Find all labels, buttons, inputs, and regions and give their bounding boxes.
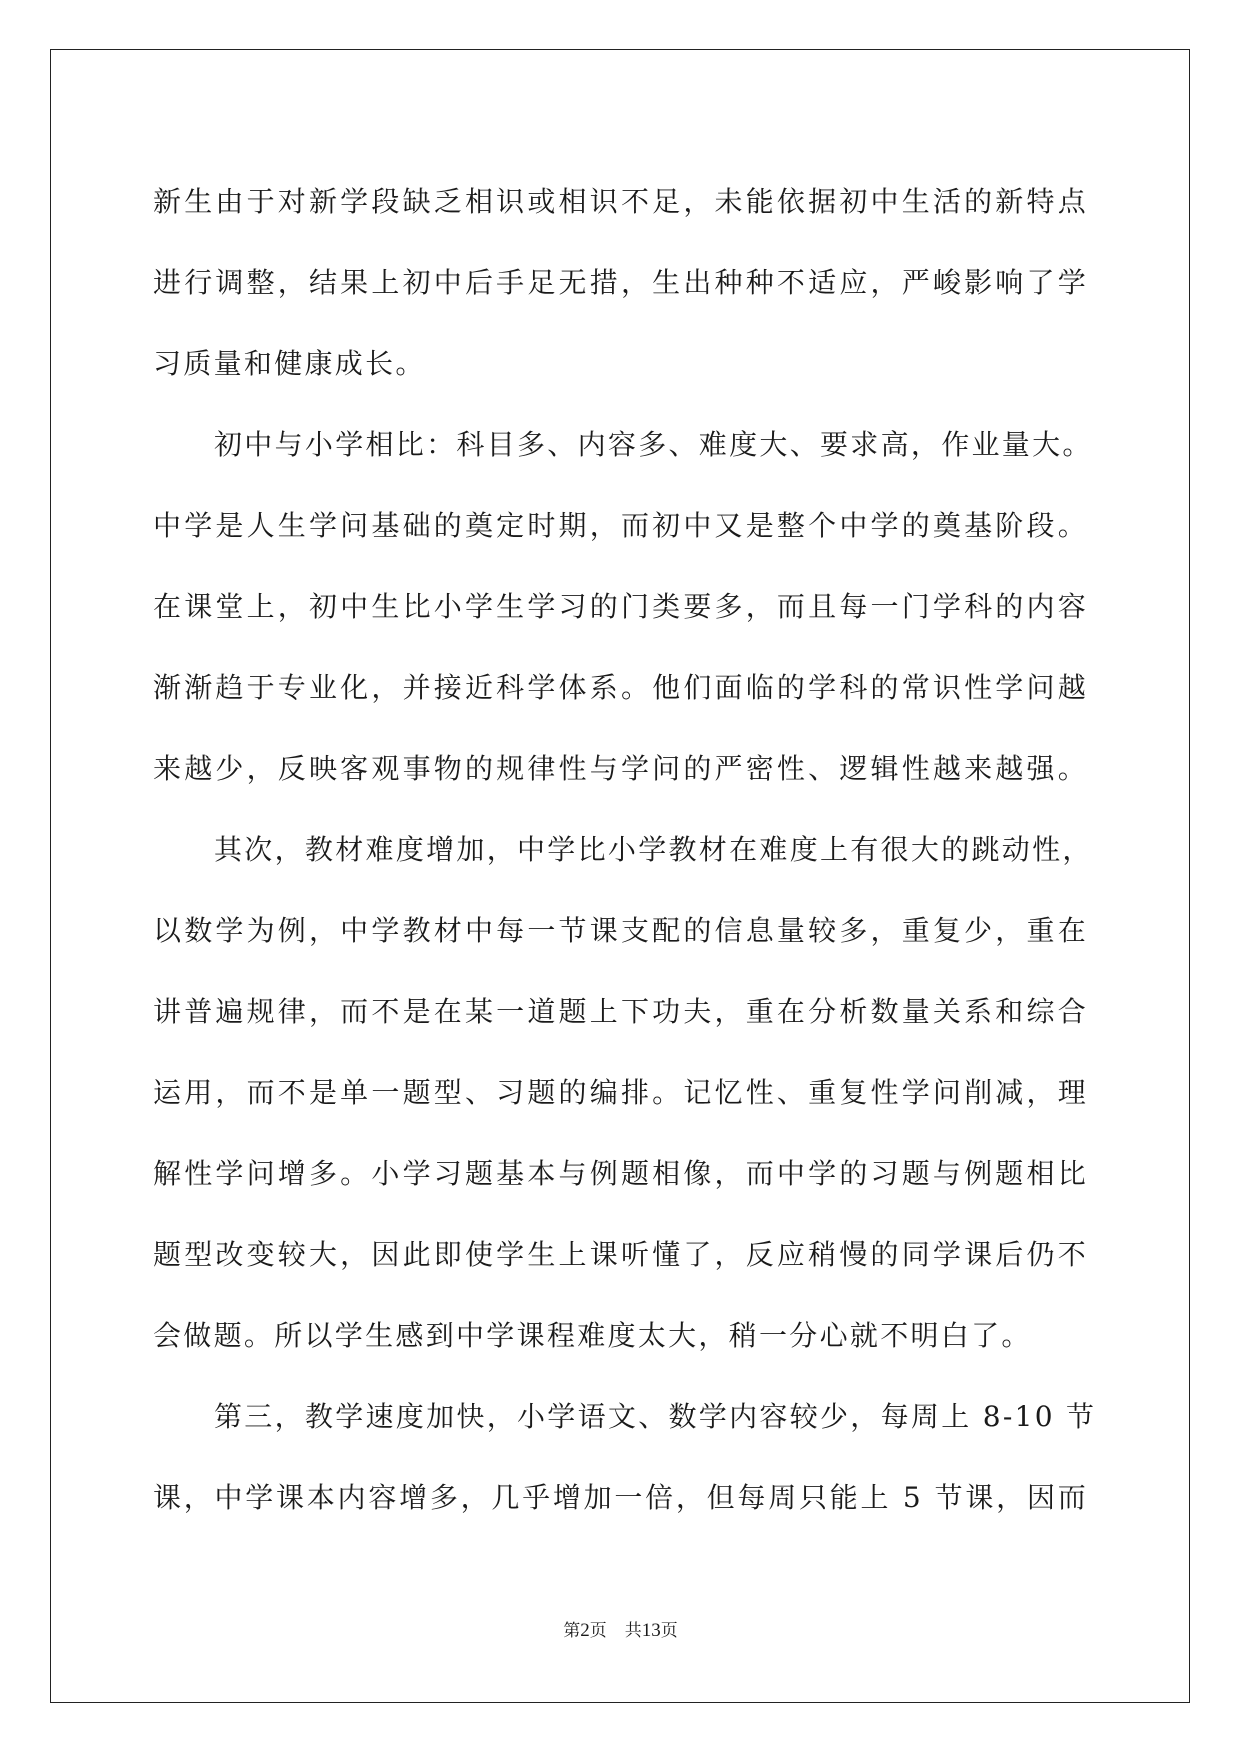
total-pages-number: 13 <box>641 1620 661 1641</box>
text-line: 其次，教材难度增加，中学比小学教材在难度上有很大的跳动性， <box>214 833 1093 866</box>
current-page-number: 2 <box>580 1620 590 1641</box>
text-line: 在课堂上，初中生比小学生学习的门类要多，而且每一门学科的内容 <box>153 590 1088 623</box>
text-line: 题型改变较大，因此即使学生上课听懂了，反应稍慢的同学课后仍不 <box>153 1238 1088 1271</box>
document-body <box>153 161 1097 1538</box>
text-line: 运用，而不是单一题型、习题的编排。记忆性、重复性学问削减，理 <box>153 1076 1088 1109</box>
page-footer <box>0 1616 1241 1642</box>
text-line: 进行调整，结果上初中后手足无措，生出种种不适应，严峻影响了学 <box>153 266 1088 299</box>
text-line: 讲普遍规律，而不是在某一道题上下功夫，重在分析数量关系和综合 <box>153 995 1088 1028</box>
footer-total-prefix: 共 <box>624 1621 642 1641</box>
text-line: 会做题。所以学生感到中学课程难度太大，稍一分心就不明白了。 <box>153 1319 1032 1352</box>
text-line: 以数学为例，中学教材中每一节课支配的信息量较多，重复少，重在 <box>153 914 1088 947</box>
text-line: 解性学问增多。小学习题基本与例题相像，而中学的习题与例题相比 <box>153 1157 1088 1190</box>
footer-page-word: 页 <box>589 1621 607 1641</box>
text-block <box>153 161 1097 1538</box>
text-line: 新生由于对新学段缺乏相识或相识不足，未能依据初中生活的新特点 <box>153 185 1088 218</box>
text-line: 中学是人生学问基础的奠定时期，而初中又是整个中学的奠基阶段。 <box>153 509 1088 542</box>
text-line: 初中与小学相比：科目多、内容多、难度大、要求高，作业量大。 <box>214 428 1093 461</box>
footer-prefix: 第 <box>563 1621 581 1641</box>
text-line: 课，中学课本内容增多，几乎增加一倍，但每周只能上 5 节课，因而 <box>153 1481 1088 1514</box>
text-line: 习质量和健康成长。 <box>153 347 426 380</box>
text-line: 来越少，反映客观事物的规律性与学问的严密性、逻辑性越来越强。 <box>153 752 1088 785</box>
text-line: 第三，教学速度加快，小学语文、数学内容较少，每周上 8-10 节 <box>214 1400 1097 1433</box>
footer-total-suffix: 页 <box>660 1621 678 1641</box>
text-line: 渐渐趋于专业化，并接近科学体系。他们面临的学科的常识性学问越 <box>153 671 1088 704</box>
